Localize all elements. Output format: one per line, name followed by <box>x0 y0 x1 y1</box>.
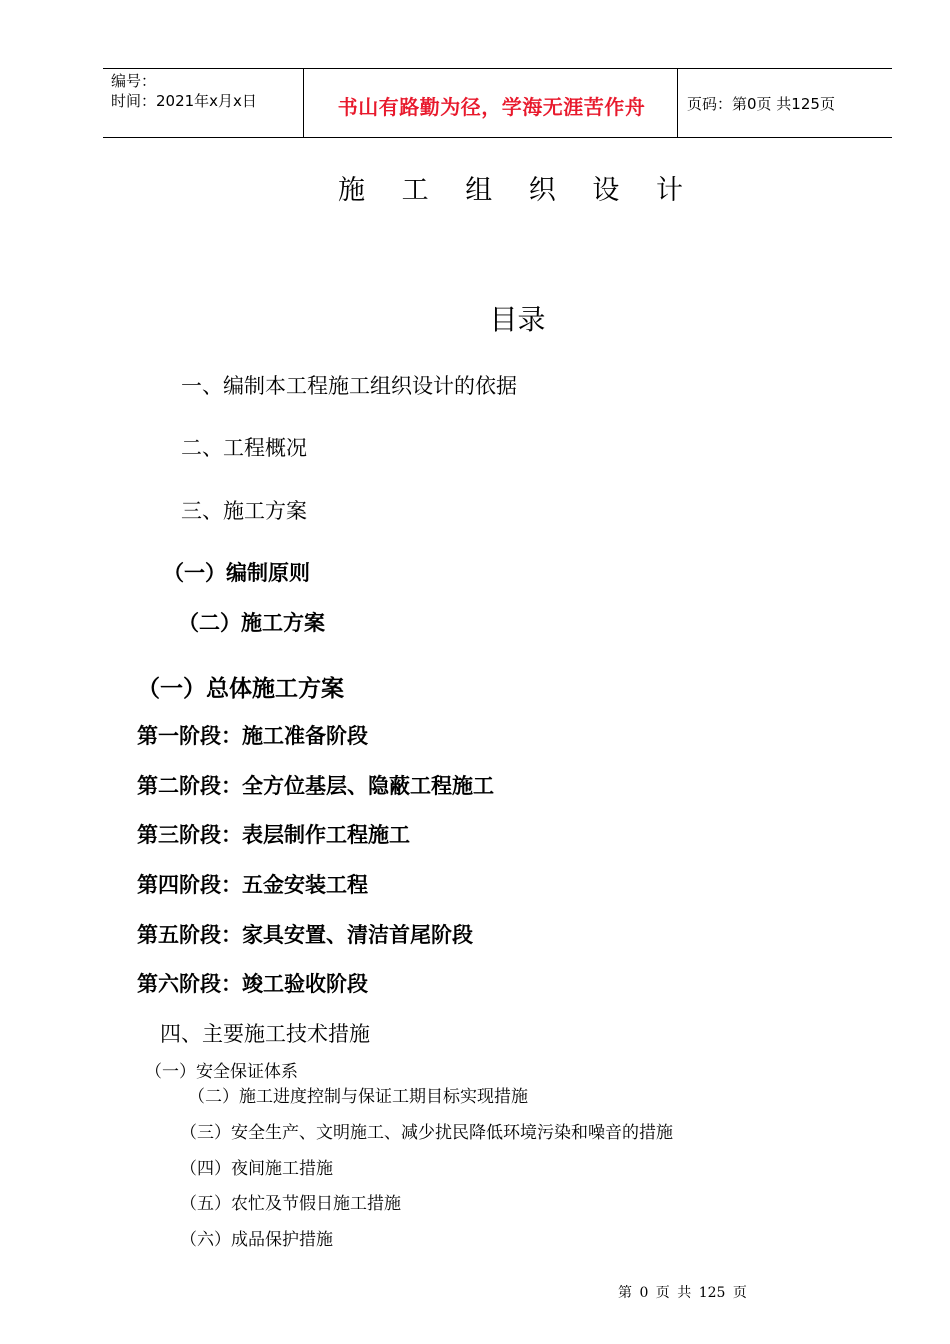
toc-item: 第二阶段：全方位基层、隐蔽工程施工 <box>137 774 494 798</box>
toc-item: （四）夜间施工措施 <box>180 1159 333 1179</box>
page-header <box>103 68 892 138</box>
header-page-info: 页码：第0页 共125页 <box>687 95 835 113</box>
toc-item: （二）施工方案 <box>178 611 325 635</box>
header-meta <box>111 71 257 111</box>
toc-item: （一）编制原则 <box>163 561 310 585</box>
toc-item: 第四阶段：五金安装工程 <box>137 873 368 897</box>
toc-item: （一）安全保证体系 <box>145 1062 298 1082</box>
toc-item: 三、施工方案 <box>181 499 307 523</box>
toc-item: （一）总体施工方案 <box>137 676 344 702</box>
toc-item: （五）农忙及节假日施工措施 <box>180 1194 401 1214</box>
header-divider <box>677 69 678 137</box>
toc-item: 第一阶段：施工准备阶段 <box>137 724 368 748</box>
toc-item: 一、编制本工程施工组织设计的依据 <box>181 374 517 398</box>
date-label: 时间：2021年x月x日 <box>111 92 257 110</box>
toc-item: 第三阶段：表层制作工程施工 <box>137 823 410 847</box>
page-footer: 第 0 页 共 125 页 <box>618 1285 747 1301</box>
document-title: 施 工 组 织 设 计 <box>338 175 697 206</box>
toc-item: 四、主要施工技术措施 <box>160 1022 370 1046</box>
toc-item: 第五阶段：家具安置、清洁首尾阶段 <box>137 923 473 947</box>
serial-number-label: 编号： <box>111 72 157 90</box>
toc-item: （三）安全生产、文明施工、减少扰民降低环境污染和噪音的措施 <box>180 1123 673 1143</box>
toc-item: （二）施工进度控制与保证工期目标实现措施 <box>188 1087 528 1107</box>
header-motto: 书山有路勤为径，学海无涯苦作舟 <box>337 95 646 119</box>
toc-item: 二、工程概况 <box>181 436 307 460</box>
toc-title: 目录 <box>489 303 546 336</box>
toc-item: 第六阶段：竣工验收阶段 <box>137 972 368 996</box>
header-divider <box>303 69 304 137</box>
toc-item: （六）成品保护措施 <box>180 1230 333 1250</box>
